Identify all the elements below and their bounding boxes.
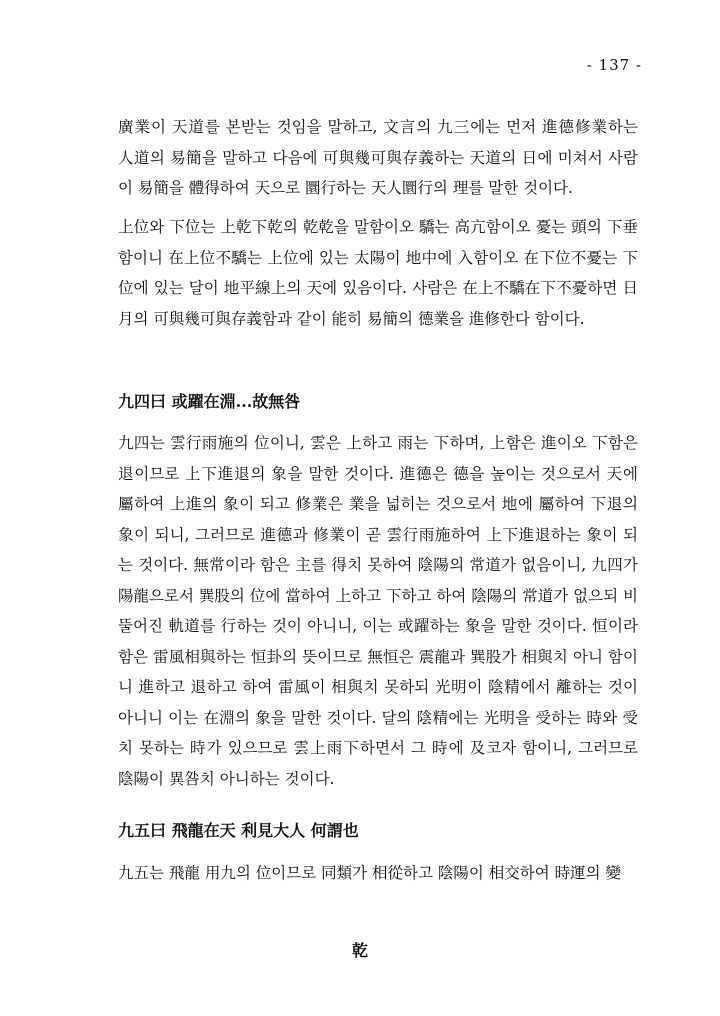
page-footer: 乾 <box>351 941 368 960</box>
section-2-heading: 九五曰 飛龍在天 利見大人 何謂也 <box>118 821 359 840</box>
section-1-heading: 九四曰 或躍在淵...故無咎 <box>118 392 301 411</box>
paragraph-2: 上位와 下位는 上乾下乾의 乾乾을 말함이오 驕는 高亢함이오 憂는 頭의 下垂함이니 在上位不驕는 上位에 있는 太陽이 地中에 入함이오 在下位不憂는 下位에 있는 달이 地平線上의 天에 있음이다. 사람은 在上不驕在下不憂하면 日月의 可與幾可與存義함과 같이 能히 易簡의 德業을 進修한다 함이다. <box>118 218 638 328</box>
paragraph-2-block <box>118 212 638 334</box>
paragraph-1: 廣業이 天道를 본받는 것임을 말하고, 文言의 九三에는 먼저 進德修業하는 人道의 易簡을 말하고 다음에 可與幾可與存義하는 天道의 日에 미쳐서 사람이 易簡을 體得하여 天으로 圜行하는 天人圜行의 理를 말한 것이다. <box>118 118 638 197</box>
section-2-body-block <box>118 858 638 889</box>
section-1-body: 九四는 雲行雨施의 位이니, 雲은 上하고 雨는 下하며, 上함은 進이오 下함은 退이므로 上下進退의 象을 말한 것이다. 進德은 德을 높이는 것으로서 天에 屬하여 上進의 象이 되고 修業은 業을 넓히는 것으로서 地에 屬하여 下退의 象이 되니, 그러므로 進德과 修業이 곧 雲行雨施하여 上下進退하는 象이 되는 것이다. 無常이라 함은 主를 得치 못하여 陰陽의 常道가 없음이니, 九四가 陽龍으로서 巽股의 位에 當하여 上하고 下하고 하여 陰陽의 常道가 없으되 비뚤어진 軌道를 行하는 것이 아니니, 이는 或躍하는 象을 말한 것이다. 恒이라 함은 雷風相與하는 恒卦의 뜻이므로 無恒은 震龍과 巽股가 相與치 아니 함이니 進하고 退하고 하여 雷風이 相與치 못하되 光明이 陰精에서 離하는 것이 아니니 이는 在淵의 象을 말한 것이다. 달의 陰精에는 光明을 受하는 時와 受치 못하는 時가 있으므로 雲上雨下하면서 그 時에 及코자 함이니, 그러므로 陰陽이 異咎치 아니하는 것이다. <box>118 434 638 788</box>
section-1 <box>118 387 638 417</box>
paragraph-1-block <box>118 112 638 204</box>
section-1-body-block <box>118 428 638 794</box>
section-2 <box>118 816 638 846</box>
page-number: - 137 - <box>586 56 642 74</box>
section-2-body: 九五는 飛龍 用九의 位이므로 同類가 相從하고 陰陽이 相交하여 時運의 變 <box>118 864 622 882</box>
